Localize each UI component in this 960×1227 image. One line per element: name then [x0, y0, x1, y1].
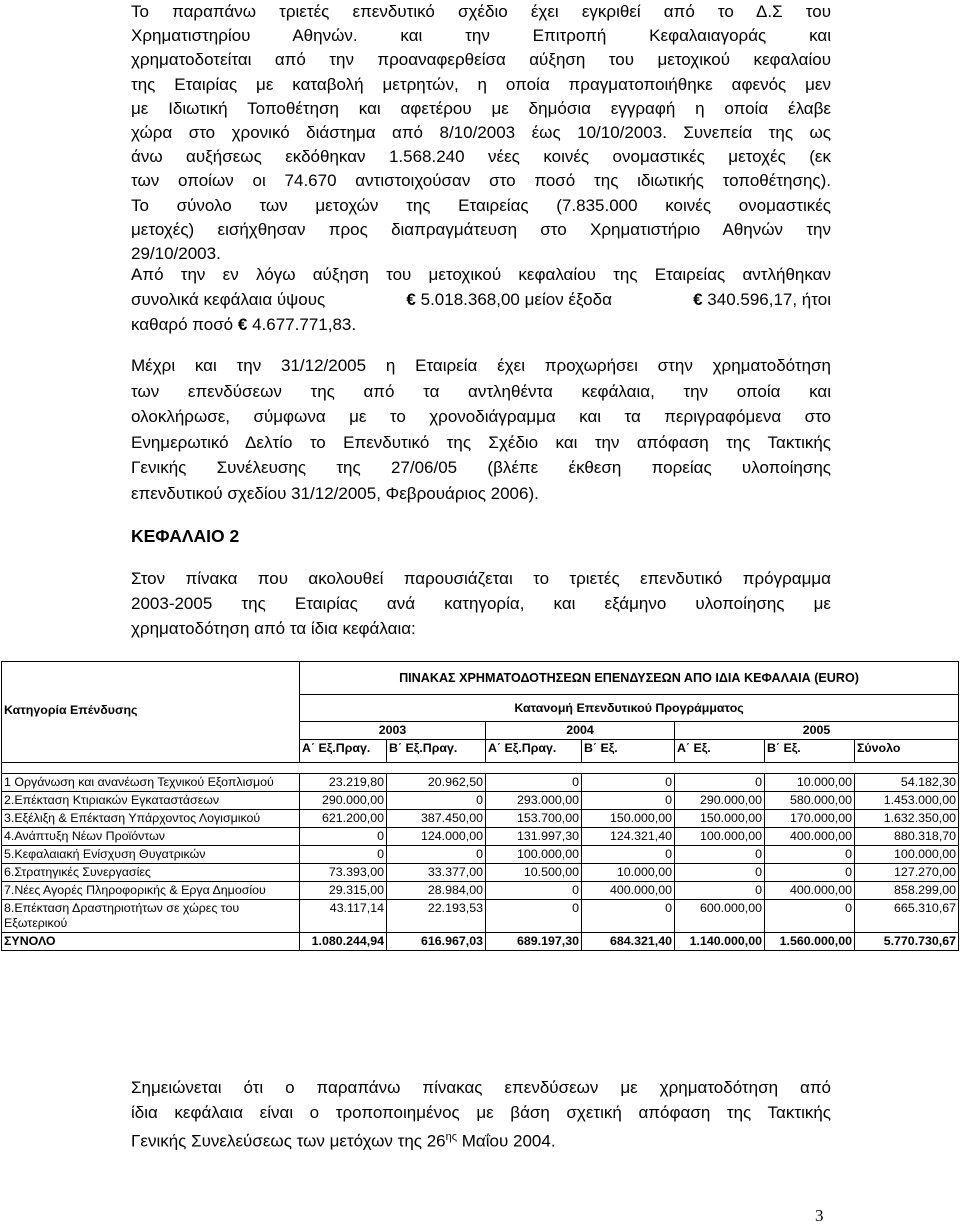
amount-text: 5.018.368,00 μείον έξοδα	[420, 290, 612, 309]
paragraph-line: ίδια κεφάλαια είναι ο τροποποιημένος με βάση σχετική απόφαση της Τακτικής	[131, 1103, 831, 1122]
value-cell: 0	[486, 882, 582, 900]
semester-header: Α΄ Εξ.	[675, 740, 765, 763]
value-cell: 124.321,40	[582, 828, 675, 846]
value-cell: 100.000,00	[675, 828, 765, 846]
paragraph-line: μετοχές) εισήχθησαν προς διαπραγμάτευση στο Χρηματιστήριο Αθηνών την	[131, 219, 831, 239]
category-cell: 3.Εξέλιξη & Επέκταση Υπάρχοντος Λογισμικού	[2, 810, 300, 828]
value-cell: 124.000,00	[387, 828, 486, 846]
paragraph-line: χρηματοδότηση από τα ίδια κεφάλαια:	[131, 619, 416, 638]
value-cell: 170.000,00	[765, 810, 855, 828]
table-row	[2, 864, 959, 882]
paragraph-line: ολοκλήρωσε, σύμφωνα με το χρονοδιάγραμμα και τα περιγραφόμενα στο	[131, 407, 831, 426]
semester-header: Α΄ Εξ.Πραγ.	[300, 740, 387, 763]
paragraph-line: των οποίων οι 74.670 αντιστοιχούσαν στο ποσό της ιδιωτικής τοποθέτησης).	[131, 171, 831, 191]
paragraph-line: με Ιδιωτική Τοποθέτηση και αφετέρου με δημόσια εγγραφή η οποία έλαβε	[131, 98, 831, 118]
value-cell: 0	[387, 846, 486, 864]
total-cell: 127.270,00	[855, 864, 959, 882]
text-span: Γενικής Συνελεύσεως των μετόχων της 26	[131, 1131, 446, 1151]
paragraph-line	[131, 287, 831, 312]
value-cell: 28.984,00	[387, 882, 486, 900]
value-cell: 600.000,00	[675, 900, 765, 933]
value-cell: 23.219,80	[300, 774, 387, 792]
value-cell: 0	[387, 792, 486, 810]
value-cell: 0	[765, 846, 855, 864]
total-cell: 100.000,00	[855, 846, 959, 864]
value-cell: 10.000,00	[582, 864, 675, 882]
total-cell: 54.182,30	[855, 774, 959, 792]
total-label: ΣΥΝΟΛΟ	[2, 933, 300, 951]
semester-header: Β΄ Εξ.	[582, 740, 675, 763]
value-cell: 0	[675, 774, 765, 792]
value-cell: 0	[582, 900, 675, 933]
text-span: Μαΐου 2004.	[457, 1131, 556, 1151]
category-cell: 4.Ανάπτυξη Νέων Προϊόντων	[2, 828, 300, 846]
value-cell: 293.000,00	[486, 792, 582, 810]
category-cell: 6.Στρατηγικές Συνεργασίες	[2, 864, 300, 882]
paragraph-line: χρηματοδοτείται από την προαναφερθείσα αύξηση του μετοχικού κεφαλαίου	[131, 50, 831, 70]
table-row	[2, 810, 959, 828]
value-cell: 290.000,00	[675, 792, 765, 810]
value-cell: 29.315,00	[300, 882, 387, 900]
year-header: 2003	[300, 722, 486, 740]
grand-total-cell: 5.770.730,67	[855, 933, 959, 951]
value-cell: 0	[300, 828, 387, 846]
value-cell: 150.000,00	[675, 810, 765, 828]
paragraph-line: της Εταιρίας με καταβολή μετρητών, η οποία πραγματοποιήθηκε αφενός μεν	[131, 74, 831, 94]
euro-icon: €	[406, 290, 416, 309]
value-cell: 0	[675, 882, 765, 900]
value-cell: 153.700,00	[486, 810, 582, 828]
value-cell: 0	[486, 774, 582, 792]
total-cell: 858.299,00	[855, 882, 959, 900]
financing-progress-paragraph	[131, 353, 831, 506]
total-cell: 1.453.000,00	[855, 792, 959, 810]
paragraph-line: Στον πίνακα που ακολουθεί παρουσιάζεται το τριετές επενδυτικό πρόγραμμα	[131, 569, 831, 588]
value-cell: 0	[582, 774, 675, 792]
value-cell: 0	[486, 900, 582, 933]
category-cell: 7.Νέες Αγορές Πληροφορικής & Εργα Δημοσίου	[2, 882, 300, 900]
note-paragraph	[131, 1075, 831, 1154]
expenses-amount	[693, 287, 831, 312]
value-cell: 0	[582, 792, 675, 810]
value-cell: 580.000,00	[765, 792, 855, 810]
value-cell: 150.000,00	[582, 810, 675, 828]
net-amount: 4.677.771,83.	[252, 315, 357, 334]
paragraph-line: 29/10/2003.	[131, 244, 221, 264]
category-header: Κατηγορία Επένδυσης	[2, 695, 300, 763]
value-cell: 20.962,50	[387, 774, 486, 792]
paragraph-line: Από την εν λόγω αύξηση του μετοχικού κεφαλαίου της Εταιρείας αντλήθηκαν	[131, 265, 831, 284]
table-intro-paragraph	[131, 566, 831, 641]
chapter-heading: ΚΕΦΑΛΑΙΟ 2	[131, 526, 240, 546]
category-cell: 8.Επέκταση Δραστηριοτήτων σε χώρες του Εξωτερικού	[2, 900, 300, 933]
spacer-row	[2, 763, 959, 774]
allocation-header: Κατανομή Επενδυτικού Προγράμματος	[300, 695, 959, 722]
value-cell: 400.000,00	[765, 882, 855, 900]
value-cell: 0	[765, 900, 855, 933]
table-row	[2, 900, 959, 933]
value-cell: 10.500,00	[486, 864, 582, 882]
value-cell: 0	[300, 846, 387, 864]
total-value-cell: 689.197,30	[486, 933, 582, 951]
paragraph-line: Γενικής Συνέλευσης της 27/06/05 (βλέπε έκθεση πορείας υλοποίησης	[131, 458, 831, 477]
paragraph-line: των επενδύσεων της από τα αντληθέντα κεφάλαια, την οποία και	[131, 381, 831, 401]
category-cell: 2.Επέκταση Κτιριακών Εγκαταστάσεων	[2, 792, 300, 810]
paragraph-line: Το παραπάνω τριετές επενδυτικό σχέδιο έχει εγκριθεί από το Δ.Σ του	[131, 2, 831, 21]
euro-icon: €	[237, 315, 248, 334]
paragraph-line: Σημειώνεται ότι ο παραπάνω πίνακας επενδύσεων με χρηματοδότηση από	[131, 1078, 831, 1097]
semester-header: Β΄ Εξ.	[765, 740, 855, 763]
total-header: Σύνολο	[855, 740, 959, 763]
year-header: 2004	[486, 722, 675, 740]
investment-financing-table	[1, 661, 959, 951]
paragraph-line	[131, 312, 831, 337]
value-cell: 0	[765, 864, 855, 882]
paragraph-line: Ενημερωτικό Δελτίο το Επενδυτικό της Σχέδιο και την απόφαση της Τακτικής	[131, 432, 831, 452]
value-cell: 400.000,00	[582, 882, 675, 900]
amount-text: 340.596,17, ήτοι	[707, 290, 831, 309]
total-value-cell: 616.967,03	[387, 933, 486, 951]
category-cell: 5.Κεφαλαιακή Ενίσχυση Θυγατρικών	[2, 846, 300, 864]
paragraph-line: Χρηματιστηρίου Αθηνών. και την Επιτροπή Κεφαλαιαγοράς και	[131, 26, 831, 46]
page-number: 3	[815, 1206, 824, 1225]
paragraph-line: Μέχρι και την 31/12/2005 η Εταιρεία έχει προχωρήσει στην χρηματοδότηση	[131, 356, 831, 375]
table-row	[2, 774, 959, 792]
table-row	[2, 828, 959, 846]
capital-raised-paragraph	[131, 262, 831, 337]
euro-icon: €	[693, 290, 703, 309]
semester-header: Α΄ Εξ.Πραγ.	[486, 740, 582, 763]
value-cell: 43.117,14	[300, 900, 387, 933]
table-row	[2, 882, 959, 900]
superscript: ης	[445, 1131, 458, 1143]
value-cell: 0	[675, 846, 765, 864]
value-cell: 0	[675, 864, 765, 882]
intro-paragraph	[131, 0, 831, 266]
category-cell: 1 Οργάνωση και ανανέωση Τεχνικού Εξοπλισμού	[2, 774, 300, 792]
year-header: 2005	[675, 722, 959, 740]
amount-raised	[406, 287, 612, 312]
total-cell: 880.318,70	[855, 828, 959, 846]
value-cell: 10.000,00	[765, 774, 855, 792]
value-cell: 33.377,00	[387, 864, 486, 882]
total-value-cell: 1.560.000,00	[765, 933, 855, 951]
table-row	[2, 792, 959, 810]
value-cell: 290.000,00	[300, 792, 387, 810]
paragraph-line	[131, 1125, 831, 1154]
value-cell: 387.450,00	[387, 810, 486, 828]
table-title: ΠΙΝΑΚΑΣ ΧΡΗΜΑΤΟΔΟΤΗΣΕΩΝ ΕΠΕΝΔΥΣΕΩΝ ΑΠΟ ΙΔΙΑ ΚΕΦΑΛΑΙΑ (EURO)	[300, 662, 959, 695]
value-cell: 0	[582, 846, 675, 864]
semester-header: Β΄ Εξ.Πραγ.	[387, 740, 486, 763]
total-cell: 665.310,67	[855, 900, 959, 933]
paragraph-line: επενδυτικού σχεδίου 31/12/2005, Φεβρουάριος 2006).	[131, 483, 539, 503]
table-row	[2, 846, 959, 864]
value-cell: 22.193,53	[387, 900, 486, 933]
text-span: καθαρό ποσό	[131, 315, 234, 334]
total-value-cell: 1.140.000,00	[675, 933, 765, 951]
table-corner-cell	[2, 662, 300, 695]
paragraph-line: Το σύνολο των μετοχών της Εταιρείας (7.835.000 κοινές ονομαστικές	[131, 195, 831, 215]
value-cell: 73.393,00	[300, 864, 387, 882]
total-value-cell: 1.080.244,94	[300, 933, 387, 951]
value-cell: 100.000,00	[486, 846, 582, 864]
value-cell: 621.200,00	[300, 810, 387, 828]
value-cell: 131.997,30	[486, 828, 582, 846]
value-cell: 400.000,00	[765, 828, 855, 846]
paragraph-line: 2003-2005 της Εταιρίας ανά κατηγορία, και εξάμηνο υλοποίησης με	[131, 594, 831, 613]
total-value-cell: 684.321,40	[582, 933, 675, 951]
paragraph-line: χώρα στο χρονικό διάστημα από 8/10/2003 έως 10/10/2003. Συνεπεία της ως	[131, 123, 831, 143]
text-span: συνολικά κεφάλαια ύψους	[131, 290, 326, 309]
paragraph-line: άνω αυξήσεως εκδόθηκαν 1.568.240 νέες κοινές ονομαστικές μετοχές (εκ	[131, 147, 831, 167]
total-cell: 1.632.350,00	[855, 810, 959, 828]
total-row	[2, 933, 959, 951]
